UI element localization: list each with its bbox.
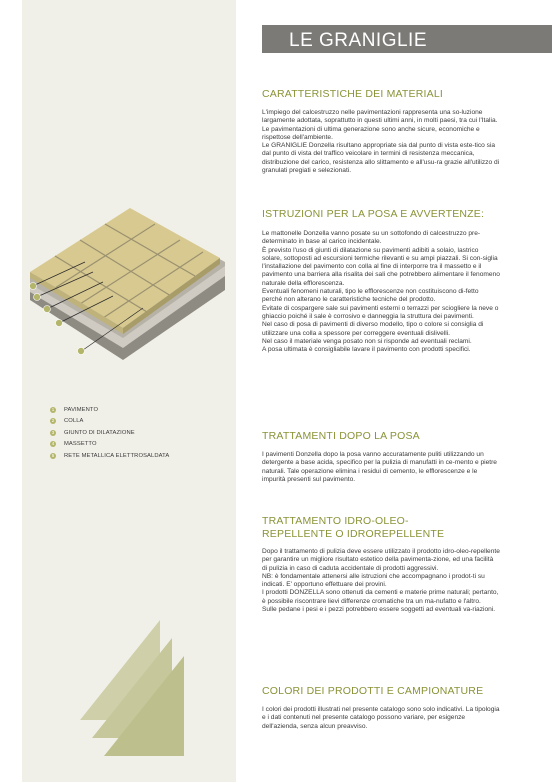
section-paragraph: A posa ultimata è consigliabile lavare il pavimento con prodotti specifici. xyxy=(262,346,471,354)
section-heading: TRATTAMENTI DOPO LA POSA xyxy=(262,430,420,442)
section-trattamenti xyxy=(262,430,500,484)
decorative-triangles xyxy=(80,620,190,760)
section-paragraph: Eventuali fenomeni naturali, tipo le efflorescenze non costituiscono di-fetto perché non alterano le caratteristiche tecniche del prodotto. xyxy=(262,288,479,304)
section-paragraph: I pavimenti Donzella dopo la posa vanno accuratamente puliti utilizzando un detergente a base acida, specifico per la pulizia di manufatti in ce-mento e pietre naturali. Tale operazione elimina i residui di cemento, le efflorescenze e le impurità presenti sul pavimento. xyxy=(262,451,497,483)
section-colori xyxy=(262,685,500,731)
legend-number: 1 xyxy=(51,406,55,412)
page-title: LE GRANIGLIE xyxy=(289,30,427,51)
legend-label: RETE METALLICA ELETTROSALDATA xyxy=(64,452,170,459)
legend-label: COLLA xyxy=(64,418,84,425)
legend-number: 3 xyxy=(51,429,55,435)
section-paragraph: Nel caso il materiale venga posato non si risponde ad eventuali reclami. xyxy=(262,337,472,345)
legend-number: 4 xyxy=(51,441,55,447)
section-paragraph: Le GRANIGLIE Donzella risultano appropriate sia dal punto di vista este-tico sia dal punto di vista del traffico veicolare in termini di resistenza meccanica, distribuzione del carico, resistenza allo slittamento e all'usu-ra grazie all'utilizzo di granulati pregiati e selezionati. xyxy=(262,142,500,175)
section-paragraph: Nel caso di posa di pavimenti di diverso modello, tipo o colore si consiglia di utilizzare una colla a spessore per correggere eventuali dislivelli. xyxy=(262,321,484,337)
section-paragraph: È previsto l'uso di giunti di dilatazione su pavimenti adibiti a solaio, lastrico solare, sottoposti ad escursioni termiche rilevanti e su ampi piazzali. Si con-siglia l'installazione del pavimento con colla al fine di interporre tra il massetto e il pavimento una barriera alla risalita dei sali che potrebbero alimentare il fenomeno naturale della efflorescenza. xyxy=(262,246,500,287)
section-paragraph: Sulle pedane i pesi e i pezzi potrebbero essere soggetti ad eventuali va-riazioni. xyxy=(262,606,496,614)
legend-label: GIUNTO DI DILATAZIONE xyxy=(64,429,135,436)
section-heading: CARATTERISTICHE DEI MATERIALI xyxy=(262,88,444,100)
section-istruzioni xyxy=(262,208,500,354)
section-paragraph: L'impiego del calcestruzzo nelle pavimentazioni rappresenta una so-luzione largamente adottata, soprattutto in questi ultimi anni, in molti paesi, tra cui l'Italia. Le pavimentazioni di ultima generazione sono anche sicure, economiche e rispettose dell'ambiente. xyxy=(262,109,498,141)
section-caratteristiche xyxy=(262,88,500,175)
section-paragraph: Le mattonelle Donzella vanno posate su un sottofondo di calcestruzzo pre-determinato in base al carico incidentale. xyxy=(262,230,481,246)
legend-label: MASSETTO xyxy=(64,441,97,448)
section-paragraph: I colori dei prodotti illustrati nel presente catalogo sono solo indicativi. La tipologia e i dati contenuti nel presente catalogo possono variare, per esigenze dell'azienda, senza alcun preavviso. xyxy=(262,706,500,730)
section-paragraph: Dopo il trattamento di pulizia deve essere utilizzato il prodotto idro-oleo-repellente per garantire un migliore risultato estetico della pavimenta-zione, ed una facilità di pulizia in caso di caduta accidentale di prodotti aggressivi. xyxy=(262,548,500,572)
floor-section-illustration xyxy=(25,200,225,375)
section-heading: ISTRUZIONI PER LA POSA E AVVERTENZE: xyxy=(262,208,485,220)
legend xyxy=(50,404,169,462)
legend-item xyxy=(50,427,169,439)
section-heading: TRATTAMENTO IDRO-OLEO-REPELLENTE O IDROREPELLENTE xyxy=(262,515,445,540)
section-heading: COLORI DEI PRODOTTI E CAMPIONATURE xyxy=(262,685,484,697)
section-paragraph: Evitate di cospargere sale sui pavimenti esterni o terrazzi per sciogliere la neve o ghiaccio poiché il sale è corrosivo e danneggia la struttura dei pavimenti. xyxy=(262,304,499,320)
section-idrorepellente xyxy=(262,515,500,614)
legend-item xyxy=(50,450,169,462)
legend-label: PAVIMENTO xyxy=(64,406,99,413)
legend-number: 2 xyxy=(51,418,55,424)
legend-number: 5 xyxy=(51,452,55,458)
legend-item xyxy=(50,416,169,428)
section-paragraph: NB: è fondamentale attenersi alle istruzioni che accompagnano i prodot-ti su indicati. E' opportuno effettuare dei provini. xyxy=(262,572,485,589)
section-paragraph: I prodotti DONZELLA sono ottenuti da cementi e materie prime naturali; pertanto, è possibile riscontrare lievi differenze cromatiche tra un ma-nufatto e l'altro. xyxy=(262,589,499,605)
legend-item xyxy=(50,404,169,416)
legend-item xyxy=(50,439,169,451)
